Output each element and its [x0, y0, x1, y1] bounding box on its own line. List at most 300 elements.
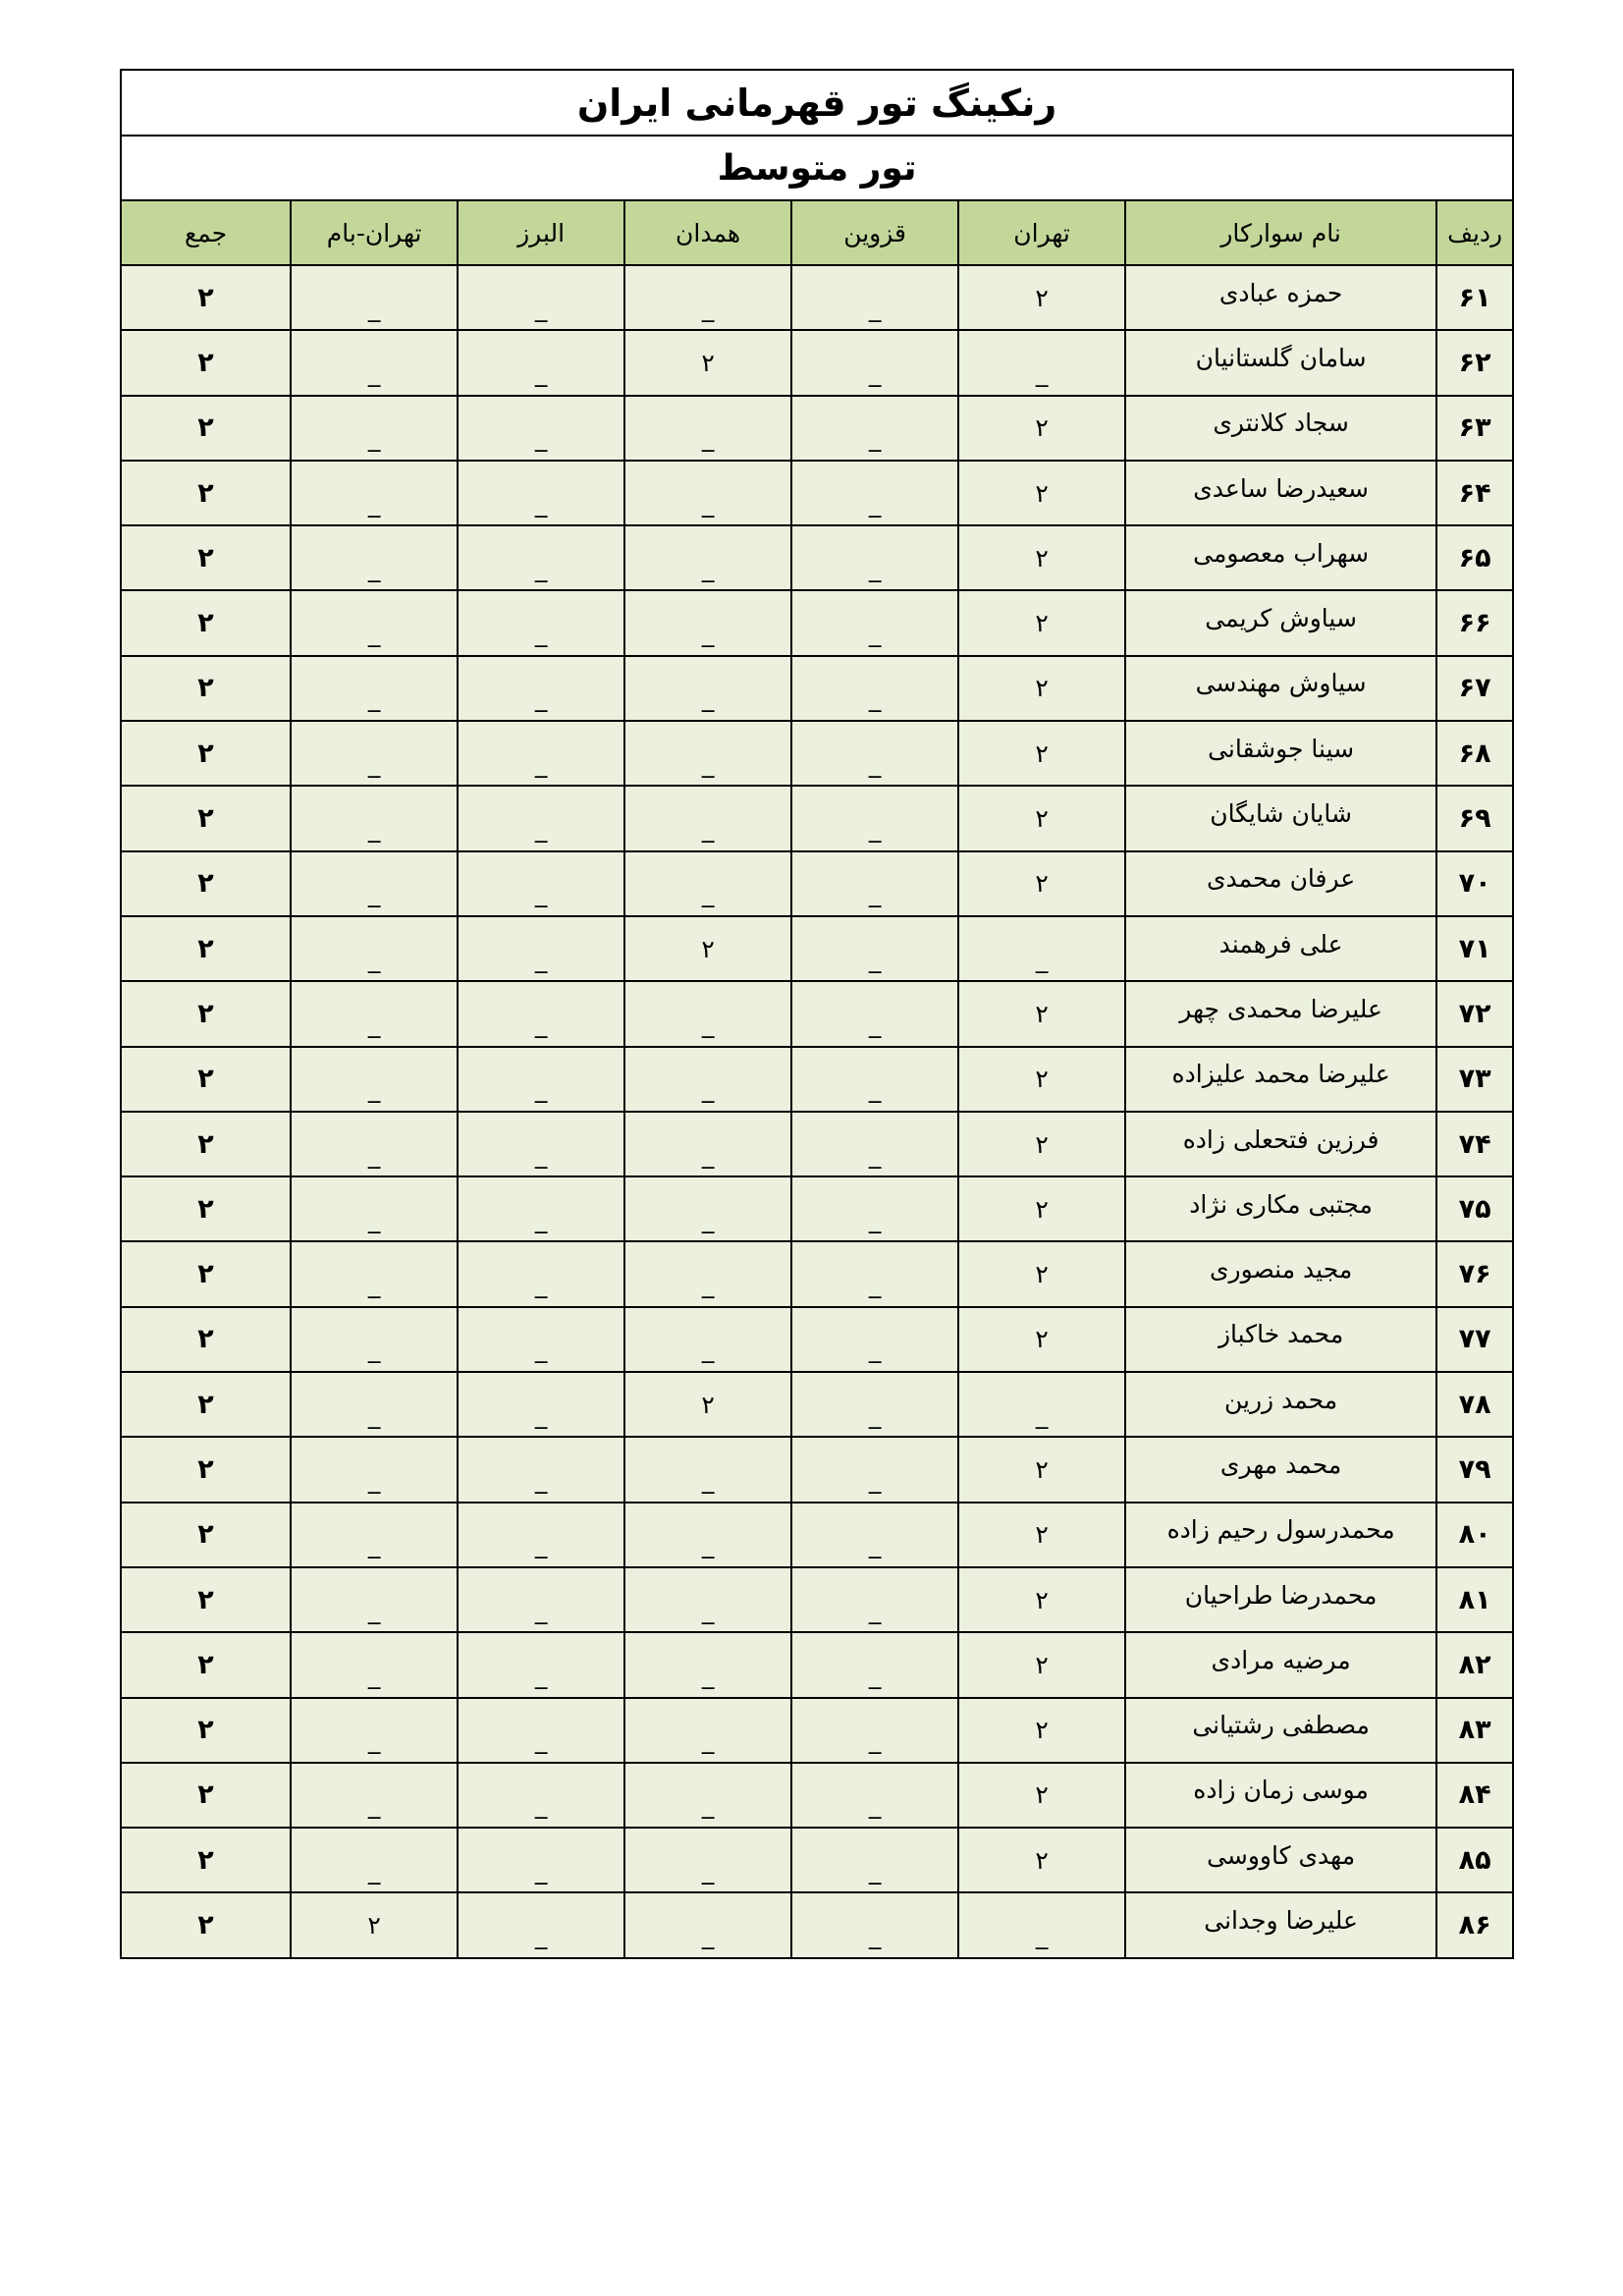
rider-name-cell-value: مجتبی مکاری نژاد: [1189, 1189, 1373, 1219]
hamedan-score-cell-value: _: [701, 488, 715, 518]
alborz-score-cell: [458, 1828, 624, 1892]
rider-name-cell-value: سیاوش مهندسی: [1195, 669, 1367, 698]
tehran-bam-score-cell: [291, 851, 458, 916]
rider-name-cell: [1125, 1241, 1436, 1306]
table-row: [121, 330, 1513, 395]
hamedan-score-cell: [624, 1437, 791, 1502]
tehran-score-cell: [958, 981, 1125, 1046]
tehran-score-cell: [958, 1892, 1125, 1957]
total-score-cell: [121, 1503, 291, 1567]
tehran-score-cell-value: _: [1035, 944, 1049, 973]
tehran-score-cell-value: ۲: [1035, 283, 1049, 312]
rank-cell: [1436, 1372, 1513, 1437]
alborz-score-cell: [458, 1307, 624, 1372]
tehran-score-cell: [958, 1828, 1125, 1892]
tehran-bam-score-cell-value: ۲: [367, 1911, 381, 1941]
total-score-cell-value: ۲: [197, 1453, 214, 1485]
rank-cell-value: ۸۱: [1458, 1584, 1491, 1615]
hamedan-score-cell-value: _: [701, 1074, 715, 1104]
page-subtitle: تور متوسط: [121, 136, 1513, 200]
table-row: [121, 1828, 1513, 1892]
table-row: [121, 1437, 1513, 1502]
hamedan-score-cell: [624, 1698, 791, 1763]
tehran-bam-score-cell-value: _: [367, 1270, 381, 1299]
total-score-cell: [121, 916, 291, 981]
rider-name-cell-value: فرزین فتحعلی زاده: [1182, 1124, 1380, 1154]
column-header-qazvin: قزوین: [791, 200, 958, 265]
rank-cell: [1436, 330, 1513, 395]
qazvin-score-cell: [791, 721, 958, 786]
hamedan-score-cell: [624, 1112, 791, 1176]
alborz-score-cell: [458, 1112, 624, 1176]
rider-name-cell: [1125, 851, 1436, 916]
tehran-score-cell: [958, 590, 1125, 655]
column-header-total: جمع: [121, 200, 291, 265]
qazvin-score-cell-value: _: [868, 1464, 882, 1494]
alborz-score-cell-value: _: [534, 1790, 548, 1820]
tehran-bam-score-cell: [291, 1828, 458, 1892]
qazvin-score-cell-value: _: [868, 1855, 882, 1885]
qazvin-score-cell: [791, 1763, 958, 1828]
total-score-cell-value: ۲: [197, 1910, 214, 1941]
tehran-bam-score-cell: [291, 330, 458, 395]
total-score-cell-value: ۲: [197, 1779, 214, 1811]
hamedan-score-cell: [624, 525, 791, 590]
tehran-bam-score-cell: [291, 1112, 458, 1176]
rider-name-cell-value: مرضیه مرادی: [1211, 1645, 1351, 1674]
alborz-score-cell: [458, 1567, 624, 1632]
tehran-score-cell: [958, 786, 1125, 850]
tehran-score-cell-value: _: [1035, 357, 1049, 387]
alborz-score-cell: [458, 1698, 624, 1763]
rank-cell-value: ۸۴: [1458, 1779, 1491, 1811]
total-score-cell: [121, 786, 291, 850]
tehran-bam-score-cell-value: _: [367, 357, 381, 387]
tehran-bam-score-cell: [291, 916, 458, 981]
alborz-score-cell: [458, 1176, 624, 1241]
table-row: [121, 396, 1513, 461]
tehran-bam-score-cell: [291, 1567, 458, 1632]
rank-cell-value: ۶۶: [1458, 608, 1491, 639]
rider-name-cell-value: مجید منصوری: [1209, 1255, 1353, 1285]
alborz-score-cell-value: _: [534, 1464, 548, 1494]
hamedan-score-cell-value: _: [701, 879, 715, 908]
rider-name-cell-value: سینا جوشقانی: [1208, 734, 1355, 763]
hamedan-score-cell-value: _: [701, 1335, 715, 1364]
table-row: [121, 1047, 1513, 1112]
qazvin-score-cell: [791, 981, 958, 1046]
total-score-cell: [121, 330, 291, 395]
rank-cell: [1436, 1892, 1513, 1957]
rider-name-cell-value: سهراب معصومی: [1193, 538, 1370, 568]
rank-cell-value: ۸۶: [1458, 1910, 1491, 1941]
alborz-score-cell-value: _: [534, 488, 548, 518]
rider-name-cell: [1125, 1503, 1436, 1567]
page-title: رنکینگ تور قهرمانی ایران: [121, 70, 1513, 136]
tehran-bam-score-cell-value: _: [367, 553, 381, 582]
hamedan-score-cell: [624, 656, 791, 721]
total-score-cell: [121, 1567, 291, 1632]
subtitle-row: [121, 136, 1513, 200]
hamedan-score-cell: [624, 265, 791, 330]
alborz-score-cell: [458, 851, 624, 916]
ranking-table: [120, 69, 1514, 1959]
tehran-bam-score-cell-value: _: [367, 1009, 381, 1038]
tehran-bam-score-cell: [291, 1698, 458, 1763]
hamedan-score-cell-value: _: [701, 293, 715, 322]
tehran-bam-score-cell-value: _: [367, 748, 381, 778]
rider-name-cell-value: موسی زمان زاده: [1193, 1776, 1369, 1805]
total-score-cell-value: ۲: [197, 1193, 214, 1225]
hamedan-score-cell: [624, 1047, 791, 1112]
alborz-score-cell: [458, 786, 624, 850]
tehran-bam-score-cell-value: _: [367, 1660, 381, 1689]
alborz-score-cell: [458, 590, 624, 655]
tehran-bam-score-cell-value: _: [367, 1335, 381, 1364]
alborz-score-cell-value: _: [534, 1139, 548, 1169]
total-score-cell: [121, 721, 291, 786]
rider-name-cell-value: حمزه عبادی: [1218, 278, 1343, 307]
rider-name-cell: [1125, 721, 1436, 786]
total-score-cell-value: ۲: [197, 1389, 214, 1420]
qazvin-score-cell-value: _: [868, 423, 882, 453]
tehran-bam-score-cell: [291, 1241, 458, 1306]
table-row: [121, 981, 1513, 1046]
rider-name-cell-value: عرفان محمدی: [1206, 864, 1356, 894]
rank-cell: [1436, 265, 1513, 330]
tehran-bam-score-cell-value: _: [367, 683, 381, 713]
qazvin-score-cell-value: _: [868, 748, 882, 778]
tehran-bam-score-cell: [291, 721, 458, 786]
qazvin-score-cell-value: _: [868, 1074, 882, 1104]
tehran-score-cell-value: ۲: [1035, 738, 1049, 768]
rider-name-cell-value: محمد مهری: [1219, 1449, 1342, 1479]
qazvin-score-cell: [791, 1241, 958, 1306]
total-score-cell-value: ۲: [197, 998, 214, 1029]
hamedan-score-cell: [624, 1567, 791, 1632]
tehran-score-cell-value: ۲: [1035, 1454, 1049, 1484]
tehran-bam-score-cell: [291, 396, 458, 461]
table-row: [121, 590, 1513, 655]
qazvin-score-cell-value: _: [868, 1790, 882, 1820]
qazvin-score-cell: [791, 1112, 958, 1176]
hamedan-score-cell-value: _: [701, 1855, 715, 1885]
tehran-bam-score-cell-value: _: [367, 293, 381, 322]
total-score-cell: [121, 1437, 291, 1502]
rider-name-cell: [1125, 590, 1436, 655]
total-score-cell-value: ۲: [197, 1324, 214, 1355]
total-score-cell: [121, 851, 291, 916]
tehran-bam-score-cell: [291, 786, 458, 850]
alborz-score-cell: [458, 1372, 624, 1437]
rank-cell-value: ۸۵: [1458, 1844, 1491, 1876]
rider-name-cell: [1125, 1372, 1436, 1437]
alborz-score-cell: [458, 265, 624, 330]
tehran-bam-score-cell: [291, 656, 458, 721]
tehran-score-cell-value: ۲: [1035, 1780, 1049, 1810]
hamedan-score-cell: [624, 916, 791, 981]
rank-cell: [1436, 1567, 1513, 1632]
rank-cell-value: ۷۶: [1458, 1259, 1491, 1290]
hamedan-score-cell-value: _: [701, 553, 715, 582]
column-header-tehran: تهران: [958, 200, 1125, 265]
tehran-score-cell: [958, 265, 1125, 330]
tehran-score-cell: [958, 525, 1125, 590]
alborz-score-cell: [458, 461, 624, 525]
total-score-cell-value: ۲: [197, 412, 214, 444]
table-row: [121, 1698, 1513, 1763]
tehran-score-cell-value: ۲: [1035, 1845, 1049, 1875]
rider-name-cell-value: محمد خاکباز: [1217, 1320, 1344, 1349]
qazvin-score-cell: [791, 1503, 958, 1567]
rank-cell: [1436, 786, 1513, 850]
tehran-score-cell: [958, 1112, 1125, 1176]
table-row: [121, 265, 1513, 330]
total-score-cell: [121, 981, 291, 1046]
hamedan-score-cell: [624, 786, 791, 850]
rank-cell-value: ۷۱: [1458, 933, 1491, 964]
table-row: [121, 1632, 1513, 1697]
hamedan-score-cell-value: _: [701, 1725, 715, 1755]
rider-name-cell: [1125, 1112, 1436, 1176]
tehran-score-cell: [958, 721, 1125, 786]
rank-cell: [1436, 1503, 1513, 1567]
total-score-cell: [121, 1763, 291, 1828]
qazvin-score-cell-value: _: [868, 1009, 882, 1038]
tehran-score-cell: [958, 916, 1125, 981]
total-score-cell-value: ۲: [197, 868, 214, 900]
tehran-bam-score-cell-value: _: [367, 814, 381, 844]
total-score-cell-value: ۲: [197, 542, 214, 574]
tehran-bam-score-cell-value: _: [367, 1855, 381, 1885]
qazvin-score-cell-value: _: [868, 553, 882, 582]
tehran-score-cell: [958, 1437, 1125, 1502]
alborz-score-cell-value: _: [534, 1204, 548, 1233]
rank-cell: [1436, 1437, 1513, 1502]
alborz-score-cell: [458, 1763, 624, 1828]
rank-cell: [1436, 1241, 1513, 1306]
qazvin-score-cell-value: _: [868, 1595, 882, 1624]
rank-cell-value: ۶۸: [1458, 738, 1491, 769]
rider-name-cell: [1125, 1567, 1436, 1632]
tehran-score-cell-value: ۲: [1035, 1129, 1049, 1159]
table-row: [121, 786, 1513, 850]
tehran-score-cell-value: _: [1035, 1399, 1049, 1429]
rank-cell: [1436, 590, 1513, 655]
qazvin-score-cell: [791, 1828, 958, 1892]
tehran-score-cell-value: ۲: [1035, 413, 1049, 443]
hamedan-score-cell: [624, 1828, 791, 1892]
hamedan-score-cell-value: _: [701, 1530, 715, 1559]
rider-name-cell: [1125, 1763, 1436, 1828]
qazvin-score-cell-value: _: [868, 1270, 882, 1299]
total-score-cell: [121, 1307, 291, 1372]
rider-name-cell-value: شایان شایگان: [1210, 799, 1352, 829]
tehran-bam-score-cell-value: _: [367, 1074, 381, 1104]
hamedan-score-cell: [624, 330, 791, 395]
tehran-bam-score-cell: [291, 981, 458, 1046]
alborz-score-cell-value: _: [534, 1335, 548, 1364]
alborz-score-cell-value: _: [534, 1399, 548, 1429]
tehran-score-cell: [958, 1567, 1125, 1632]
hamedan-score-cell: [624, 1176, 791, 1241]
total-score-cell: [121, 265, 291, 330]
rider-name-cell: [1125, 396, 1436, 461]
table-row: [121, 656, 1513, 721]
column-header-hamedan: همدان: [624, 200, 791, 265]
alborz-score-cell-value: _: [534, 1595, 548, 1624]
total-score-cell-value: ۲: [197, 1259, 214, 1290]
rank-cell-value: ۸۲: [1458, 1649, 1491, 1680]
tehran-score-cell: [958, 1047, 1125, 1112]
rider-name-cell-value: علیرضا محمدی چهر: [1179, 994, 1382, 1023]
alborz-score-cell: [458, 1047, 624, 1112]
tehran-bam-score-cell-value: _: [367, 944, 381, 973]
total-score-cell: [121, 1047, 291, 1112]
table-row: [121, 1372, 1513, 1437]
rider-name-cell: [1125, 1698, 1436, 1763]
tehran-score-cell: [958, 1307, 1125, 1372]
total-score-cell-value: ۲: [197, 1715, 214, 1746]
rank-cell: [1436, 1763, 1513, 1828]
alborz-score-cell-value: _: [534, 1725, 548, 1755]
alborz-score-cell: [458, 396, 624, 461]
tehran-score-cell-value: ۲: [1035, 1194, 1049, 1224]
qazvin-score-cell-value: _: [868, 1204, 882, 1233]
qazvin-score-cell-value: _: [868, 1335, 882, 1364]
rider-name-cell: [1125, 1176, 1436, 1241]
tehran-bam-score-cell: [291, 1307, 458, 1372]
hamedan-score-cell-value: _: [701, 683, 715, 713]
rank-cell-value: ۶۳: [1458, 412, 1491, 444]
tehran-bam-score-cell-value: _: [367, 488, 381, 518]
qazvin-score-cell: [791, 1307, 958, 1372]
rank-cell-value: ۷۷: [1458, 1324, 1491, 1355]
rider-name-cell-value: سعیدرضا ساعدی: [1193, 473, 1369, 503]
rank-cell: [1436, 1112, 1513, 1176]
qazvin-score-cell-value: _: [868, 1399, 882, 1429]
alborz-score-cell: [458, 1632, 624, 1697]
rank-cell: [1436, 721, 1513, 786]
tehran-bam-score-cell: [291, 1763, 458, 1828]
qazvin-score-cell: [791, 1892, 958, 1957]
hamedan-score-cell-value: _: [701, 1660, 715, 1689]
alborz-score-cell: [458, 1503, 624, 1567]
total-score-cell: [121, 396, 291, 461]
alborz-score-cell-value: _: [534, 619, 548, 648]
total-score-cell-value: ۲: [197, 1584, 214, 1615]
tehran-bam-score-cell: [291, 1892, 458, 1957]
alborz-score-cell: [458, 721, 624, 786]
qazvin-score-cell-value: _: [868, 814, 882, 844]
qazvin-score-cell-value: _: [868, 944, 882, 973]
total-score-cell-value: ۲: [197, 477, 214, 509]
total-score-cell: [121, 1632, 291, 1697]
tehran-bam-score-cell: [291, 525, 458, 590]
qazvin-score-cell-value: _: [868, 488, 882, 518]
rider-name-cell-value: محمد زرین: [1224, 1385, 1338, 1414]
tehran-bam-score-cell-value: _: [367, 1399, 381, 1429]
qazvin-score-cell-value: _: [868, 293, 882, 322]
qazvin-score-cell: [791, 330, 958, 395]
rank-cell: [1436, 916, 1513, 981]
hamedan-score-cell-value: _: [701, 814, 715, 844]
rider-name-cell-value: محمدرضا طراحیان: [1184, 1580, 1378, 1610]
rider-name-cell-value: مهدی کاووسی: [1207, 1840, 1356, 1870]
total-score-cell-value: ۲: [197, 347, 214, 378]
qazvin-score-cell: [791, 461, 958, 525]
rider-name-cell: [1125, 330, 1436, 395]
qazvin-score-cell: [791, 525, 958, 590]
hamedan-score-cell: [624, 1763, 791, 1828]
hamedan-score-cell-value: ۲: [701, 1390, 715, 1419]
tehran-bam-score-cell: [291, 265, 458, 330]
tehran-bam-score-cell-value: _: [367, 1790, 381, 1820]
total-score-cell: [121, 1112, 291, 1176]
alborz-score-cell-value: _: [534, 423, 548, 453]
tehran-score-cell-value: ۲: [1035, 869, 1049, 899]
rank-cell: [1436, 656, 1513, 721]
tehran-bam-score-cell-value: _: [367, 1139, 381, 1169]
rank-cell: [1436, 396, 1513, 461]
tehran-score-cell: [958, 1763, 1125, 1828]
tehran-score-cell-value: ۲: [1035, 1520, 1049, 1550]
tehran-score-cell-value: _: [1035, 1921, 1049, 1950]
rider-name-cell-value: محمدرسول رحیم زاده: [1166, 1515, 1395, 1545]
rider-name-cell-value: علیرضا وجدانی: [1204, 1906, 1358, 1936]
qazvin-score-cell: [791, 916, 958, 981]
tehran-score-cell: [958, 1176, 1125, 1241]
rider-name-cell: [1125, 656, 1436, 721]
tehran-score-cell: [958, 1632, 1125, 1697]
column-header-tehran-bam: تهران-بام: [291, 200, 458, 265]
tehran-score-cell-value: ۲: [1035, 543, 1049, 573]
tehran-score-cell-value: ۲: [1035, 609, 1049, 638]
rank-cell: [1436, 525, 1513, 590]
rank-cell: [1436, 1632, 1513, 1697]
tehran-bam-score-cell-value: _: [367, 879, 381, 908]
qazvin-score-cell: [791, 851, 958, 916]
qazvin-score-cell: [791, 786, 958, 850]
rider-name-cell-value: سامان گلستانیان: [1195, 343, 1367, 372]
table-row: [121, 916, 1513, 981]
alborz-score-cell-value: _: [534, 357, 548, 387]
alborz-score-cell: [458, 981, 624, 1046]
tehran-bam-score-cell: [291, 1437, 458, 1502]
total-score-cell: [121, 1892, 291, 1957]
tehran-score-cell: [958, 396, 1125, 461]
total-score-cell-value: ۲: [197, 1128, 214, 1160]
alborz-score-cell-value: _: [534, 879, 548, 908]
total-score-cell-value: ۲: [197, 738, 214, 769]
hamedan-score-cell-value: _: [701, 1204, 715, 1233]
hamedan-score-cell: [624, 1503, 791, 1567]
total-score-cell: [121, 1828, 291, 1892]
rider-name-cell: [1125, 1632, 1436, 1697]
title-row: [121, 70, 1513, 136]
hamedan-score-cell: [624, 1372, 791, 1437]
table-row: [121, 1307, 1513, 1372]
qazvin-score-cell: [791, 396, 958, 461]
alborz-score-cell-value: _: [534, 1855, 548, 1885]
tehran-score-cell-value: ۲: [1035, 1065, 1049, 1094]
rank-cell-value: ۶۱: [1458, 282, 1491, 313]
alborz-score-cell-value: _: [534, 944, 548, 973]
rank-cell-value: ۷۵: [1458, 1193, 1491, 1225]
rider-name-cell-value: علی فرهمند: [1218, 929, 1343, 958]
rider-name-cell: [1125, 1892, 1436, 1957]
total-score-cell: [121, 1372, 291, 1437]
